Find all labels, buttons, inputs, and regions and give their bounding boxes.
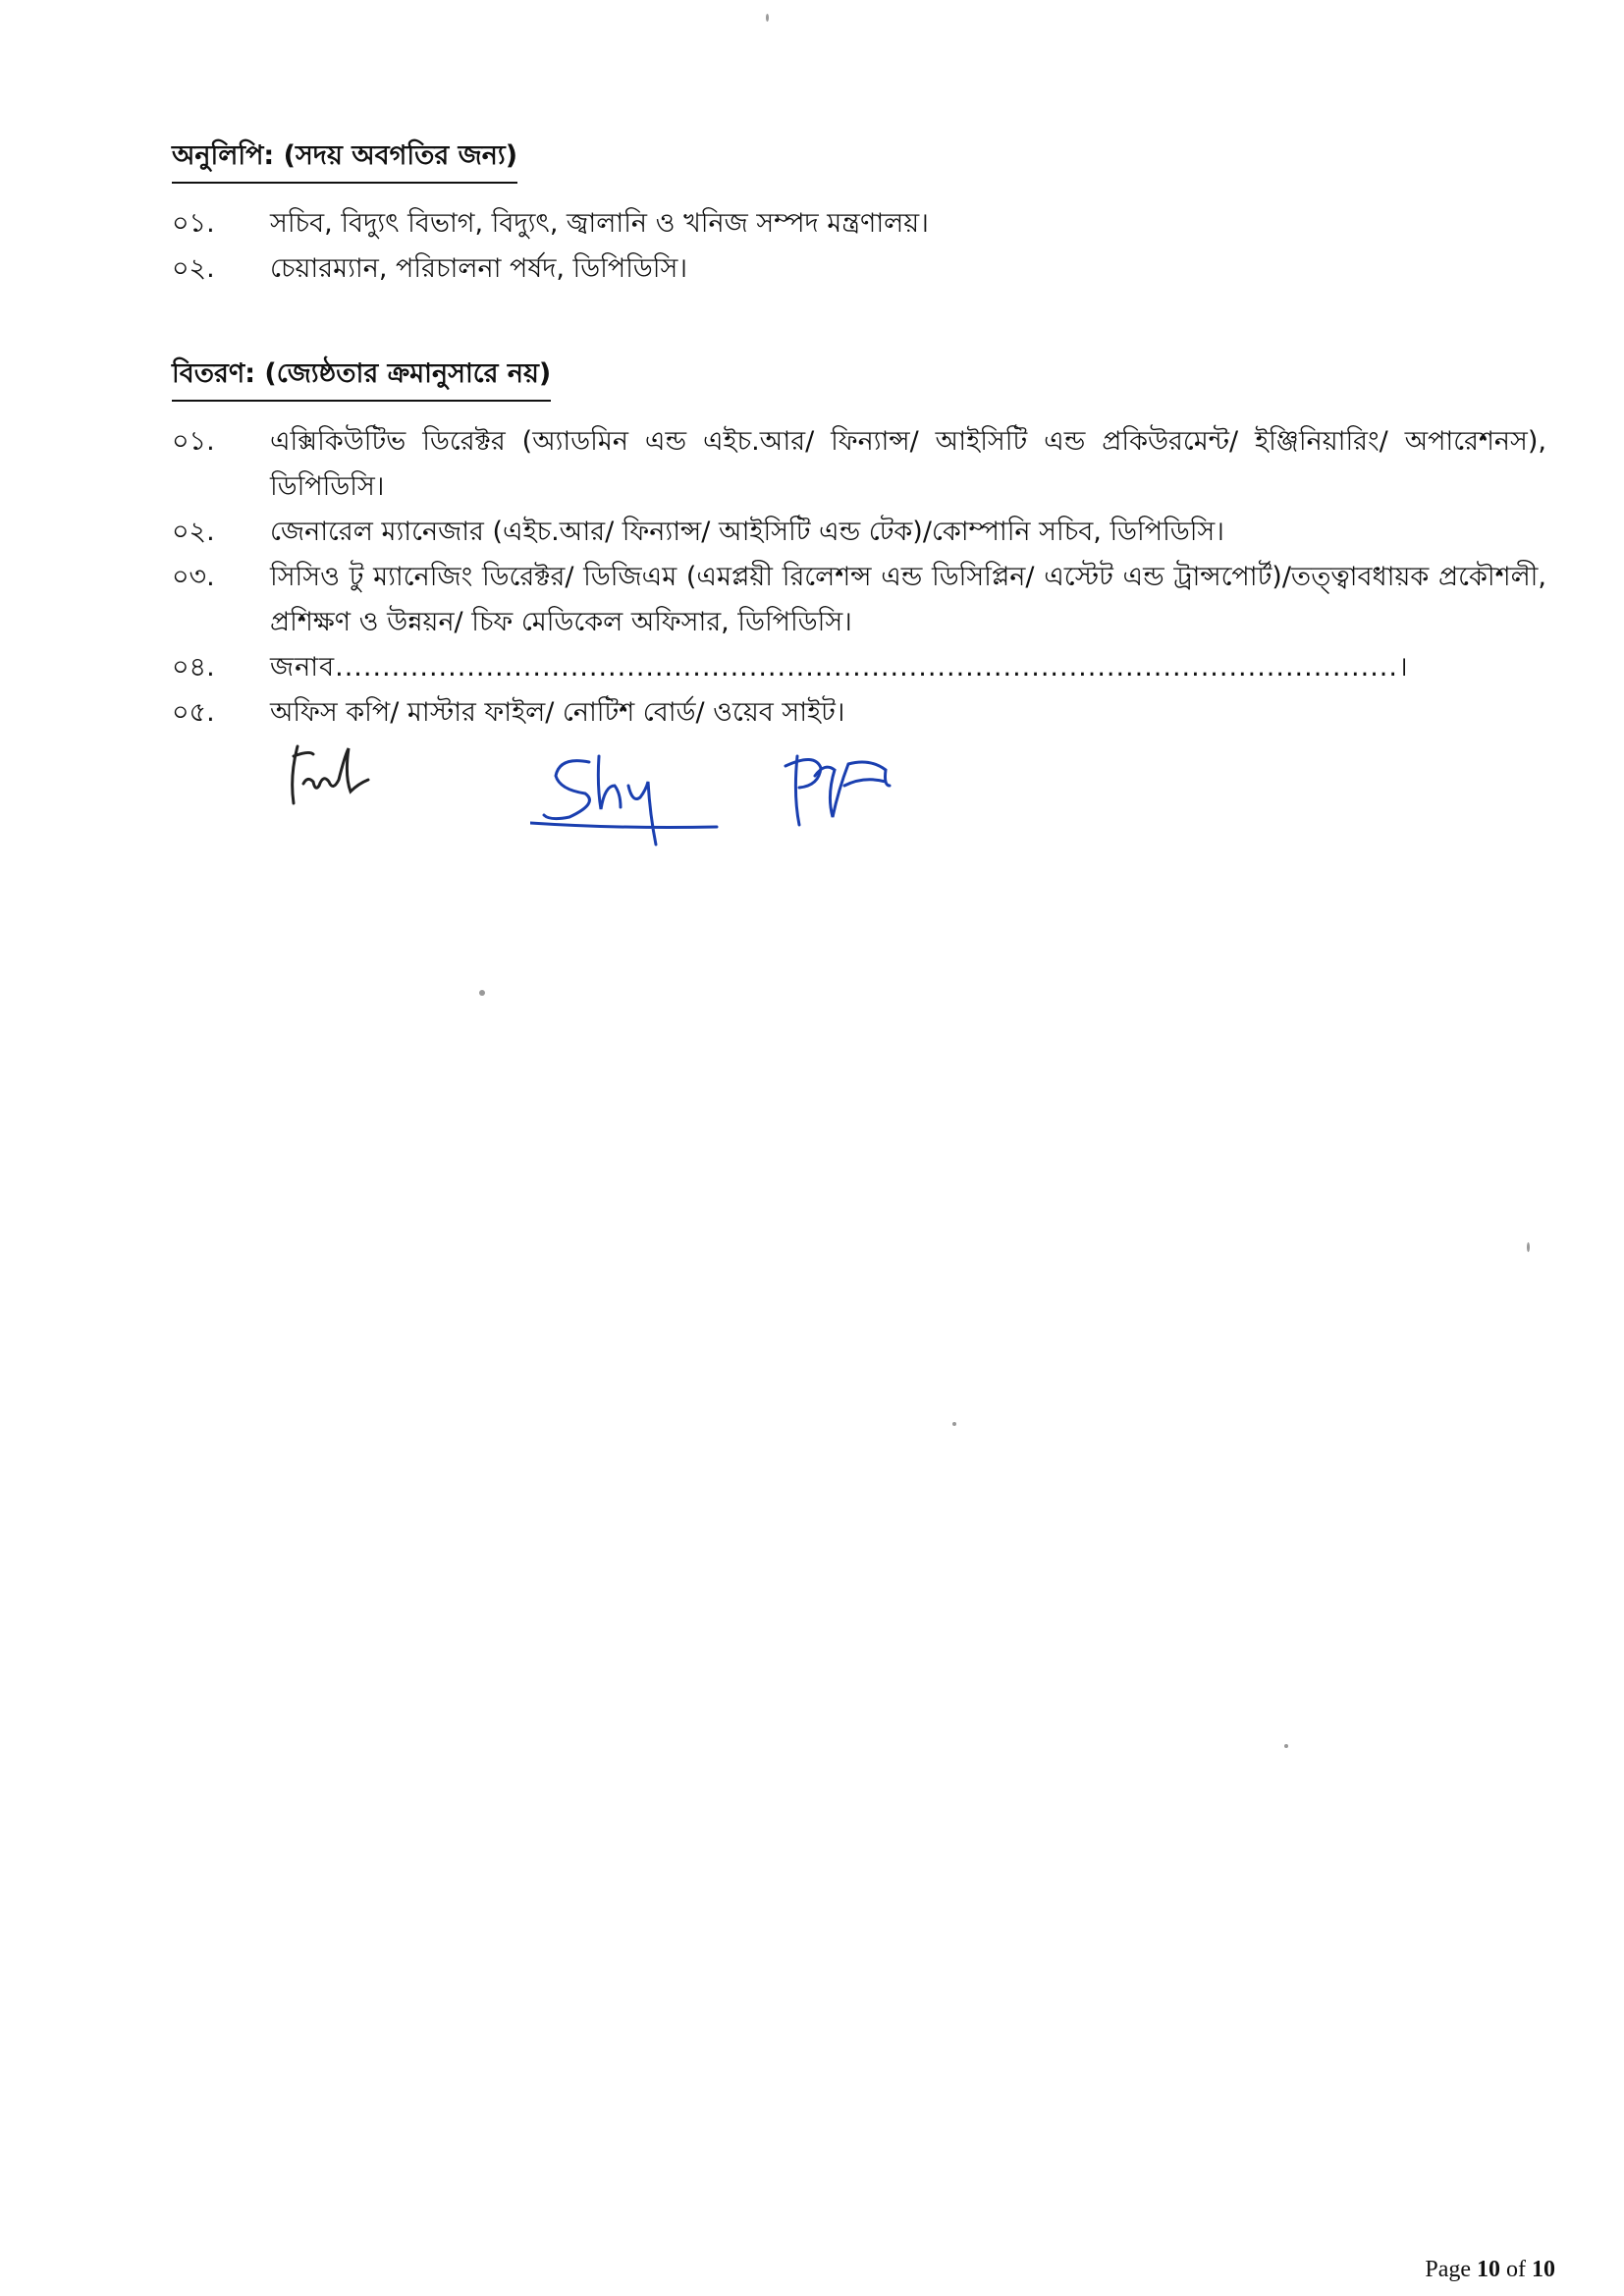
distribution-section [172, 354, 1546, 736]
scan-speck [1284, 1744, 1288, 1748]
distribution-item [172, 690, 1546, 736]
signature-initial-3 [776, 746, 923, 845]
scan-speck [479, 990, 485, 996]
page-number [1425, 2257, 1555, 2283]
distribution-heading [172, 354, 551, 402]
distribution-item-number: ০৩. [172, 562, 215, 592]
signature-initial-2 [530, 746, 727, 854]
cc-item [172, 201, 1546, 246]
distribution-item-text: জনাব.................................................................................................................। [270, 652, 1409, 683]
cc-heading-rest: (সদয় অবগতির জন্য) [274, 140, 518, 171]
distribution-item-text: অফিস কপি/ মাস্টার ফাইল/ নোটিশ বোর্ড/ ওয়েব সাইট। [270, 697, 845, 728]
scan-speck [952, 1422, 956, 1426]
cc-heading [172, 136, 517, 184]
distribution-item [172, 419, 1546, 510]
page-current: 10 [1477, 2257, 1500, 2282]
page-of: of [1506, 2257, 1526, 2282]
scan-speck [1527, 1242, 1530, 1252]
cc-section [172, 136, 1546, 292]
cc-heading-lead: অনুলিপি: [172, 140, 275, 171]
cc-item-text: সচিব, বিদ্যুৎ বিভাগ, বিদ্যুৎ, জ্বালানি ও খনিজ সম্পদ মন্ত্রণালয়। [270, 208, 929, 239]
distribution-item [172, 510, 1546, 555]
distribution-item-number: ০২. [172, 517, 215, 547]
distribution-item-text: সিসিও টু ম্যানেজিং ডিরেক্টর/ ডিজিএম (এমপ্লয়ী রিলেশন্স এন্ড ডিসিপ্লিন/ এস্টেট এন্ড ট্রান্সপোর্ট)/তত্ত্বাবধায়ক প্রকৌশলী, প্রশিক্ষণ ও উন্নয়ন/ চিফ মেডিকেল অফিসার, ডিপিডিসি। [270, 562, 1546, 637]
distribution-item-number: ০৪. [172, 652, 215, 683]
distribution-heading-lead: বিতরণ: [172, 358, 255, 389]
signature-stroke-1 [293, 746, 368, 803]
cc-item [172, 246, 1546, 292]
signature-stroke-2 [530, 756, 717, 845]
page-total: 10 [1532, 2257, 1555, 2282]
distribution-item [172, 555, 1546, 645]
cc-item-number: ০১. [172, 208, 215, 239]
signature-initial-1 [280, 737, 388, 815]
distribution-item-number: ০৫. [172, 697, 215, 728]
page-word: Page [1425, 2257, 1471, 2282]
distribution-item-text: জেনারেল ম্যানেজার (এইচ.আর/ ফিন্যান্স/ আইসিটি এন্ড টেক)/কোম্পানি সচিব, ডিপিডিসি। [270, 517, 1224, 547]
distribution-item [172, 645, 1546, 690]
distribution-heading-rest: (জ্যেষ্ঠতার ক্রমানুসারে নয়) [255, 358, 552, 389]
distribution-item-text: এক্সিকিউটিভ ডিরেক্টর (অ্যাডমিন এন্ড এইচ.আর/ ফিন্যান্স/ আইসিটি এন্ড প্রকিউরমেন্ট/ ইঞ্জিনিয়ারিং/ অপারেশনস), ডিপিডিসি। [270, 426, 1546, 502]
cc-item-number: ০২. [172, 253, 215, 284]
cc-item-text: চেয়ারম্যান, পরিচালনা পর্ষদ, ডিপিডিসি। [270, 253, 688, 284]
scan-speck [766, 14, 769, 22]
signature-stroke-3 [785, 756, 890, 825]
distribution-item-number: ০১. [172, 426, 215, 457]
